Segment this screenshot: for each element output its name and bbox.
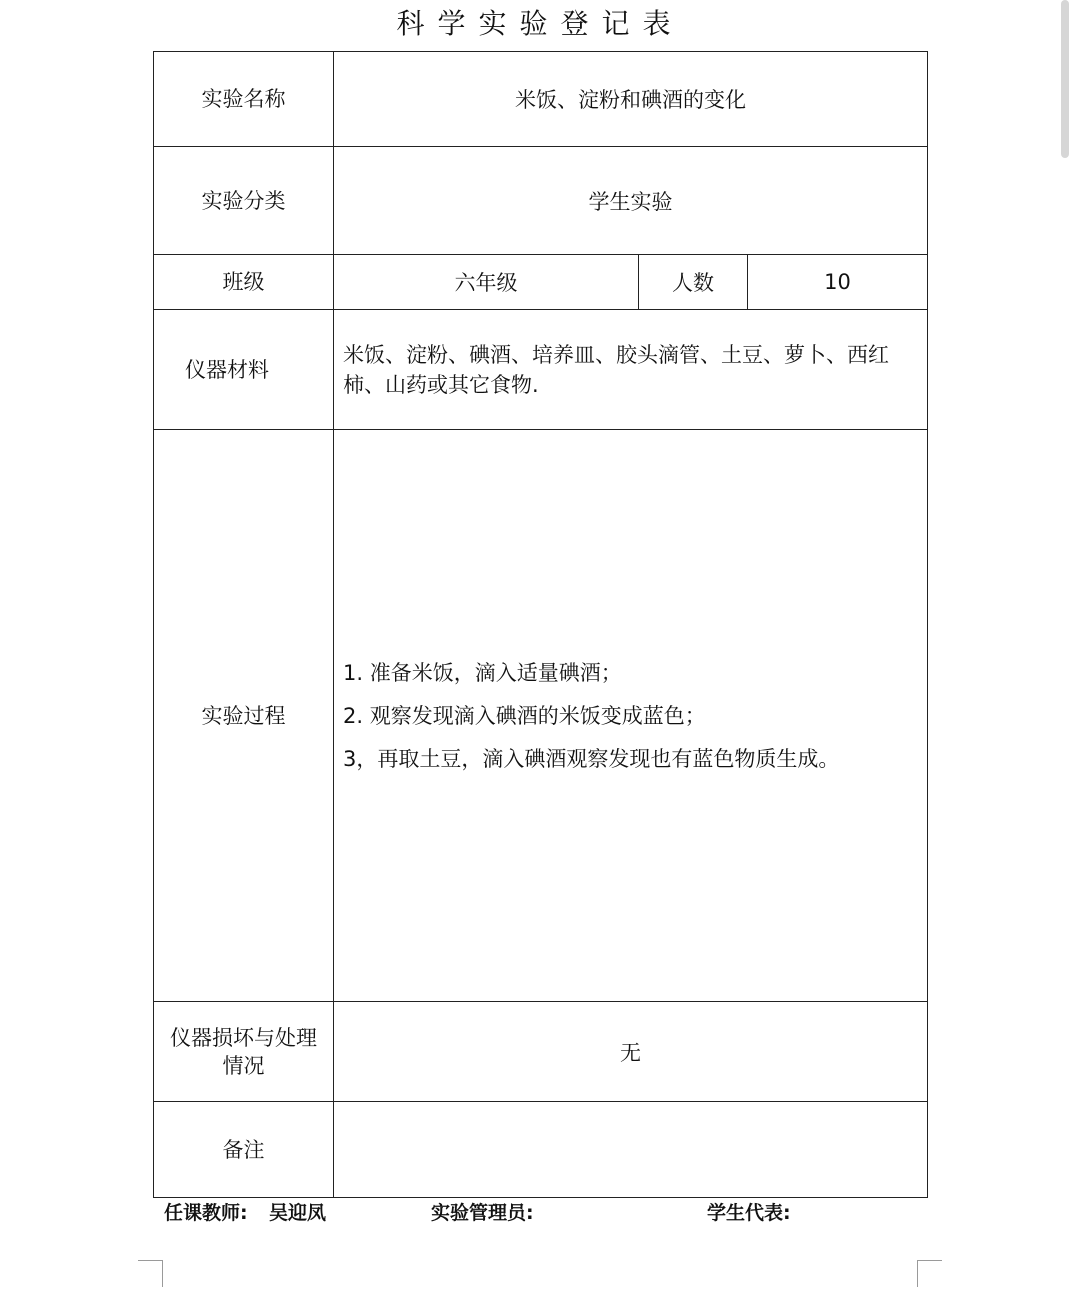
remarks-value bbox=[334, 1102, 928, 1198]
lab-admin-label: 实验管理员: bbox=[431, 1202, 534, 1224]
process-step: 1. 准备米饭，滴入适量碘酒； bbox=[343, 660, 622, 685]
class-label: 班级 bbox=[154, 255, 334, 310]
experiment-category-value: 学生实验 bbox=[334, 147, 928, 255]
process-step: 2. 观察发现滴入碘酒的米饭变成蓝色； bbox=[343, 703, 706, 728]
page-corner-mark-right bbox=[917, 1260, 942, 1287]
teacher-name: 吴迎凤 bbox=[269, 1202, 327, 1224]
signature-footer bbox=[0, 1200, 1080, 1228]
process-value bbox=[334, 430, 928, 1002]
process-label: 实验过程 bbox=[154, 430, 334, 1002]
student-rep-label: 学生代表: bbox=[707, 1202, 791, 1224]
student-count-label: 人数 bbox=[639, 255, 748, 310]
page-title: 科学实验登记表 bbox=[396, 7, 684, 40]
experiment-name-label: 实验名称 bbox=[154, 52, 334, 147]
materials-label bbox=[154, 310, 334, 430]
experiment-name-value: 米饭、淀粉和碘酒的变化 bbox=[334, 52, 928, 147]
student-count-value: 10 bbox=[748, 255, 928, 310]
experiment-category-label: 实验分类 bbox=[154, 147, 334, 255]
row-experiment-category bbox=[154, 147, 928, 255]
process-step: 3，再取土豆，滴入碘酒观察发现也有蓝色物质生成。 bbox=[343, 746, 840, 771]
row-class bbox=[154, 255, 928, 310]
row-experiment-name bbox=[154, 52, 928, 147]
row-remarks bbox=[154, 1102, 928, 1198]
row-process bbox=[154, 430, 928, 1002]
vertical-scrollbar[interactable] bbox=[1061, 0, 1069, 158]
registration-table bbox=[153, 51, 928, 1198]
damage-label bbox=[154, 1002, 334, 1102]
remarks-label: 备注 bbox=[154, 1102, 334, 1198]
page-corner-mark-left bbox=[138, 1260, 163, 1287]
damage-label-line2: 情况 bbox=[222, 1053, 265, 1078]
materials-label-text: 仪器材料 bbox=[185, 357, 269, 382]
teacher-label: 任课教师: bbox=[164, 1202, 248, 1224]
damage-value: 无 bbox=[334, 1002, 928, 1102]
class-value: 六年级 bbox=[334, 255, 639, 310]
row-damage bbox=[154, 1002, 928, 1102]
materials-value: 米饭、淀粉、碘酒、培养皿、胶头滴管、土豆、萝卜、西红柿、山药或其它食物. bbox=[334, 310, 928, 430]
row-materials bbox=[154, 310, 928, 430]
damage-label-line1: 仪器损坏与处理 bbox=[170, 1025, 317, 1050]
